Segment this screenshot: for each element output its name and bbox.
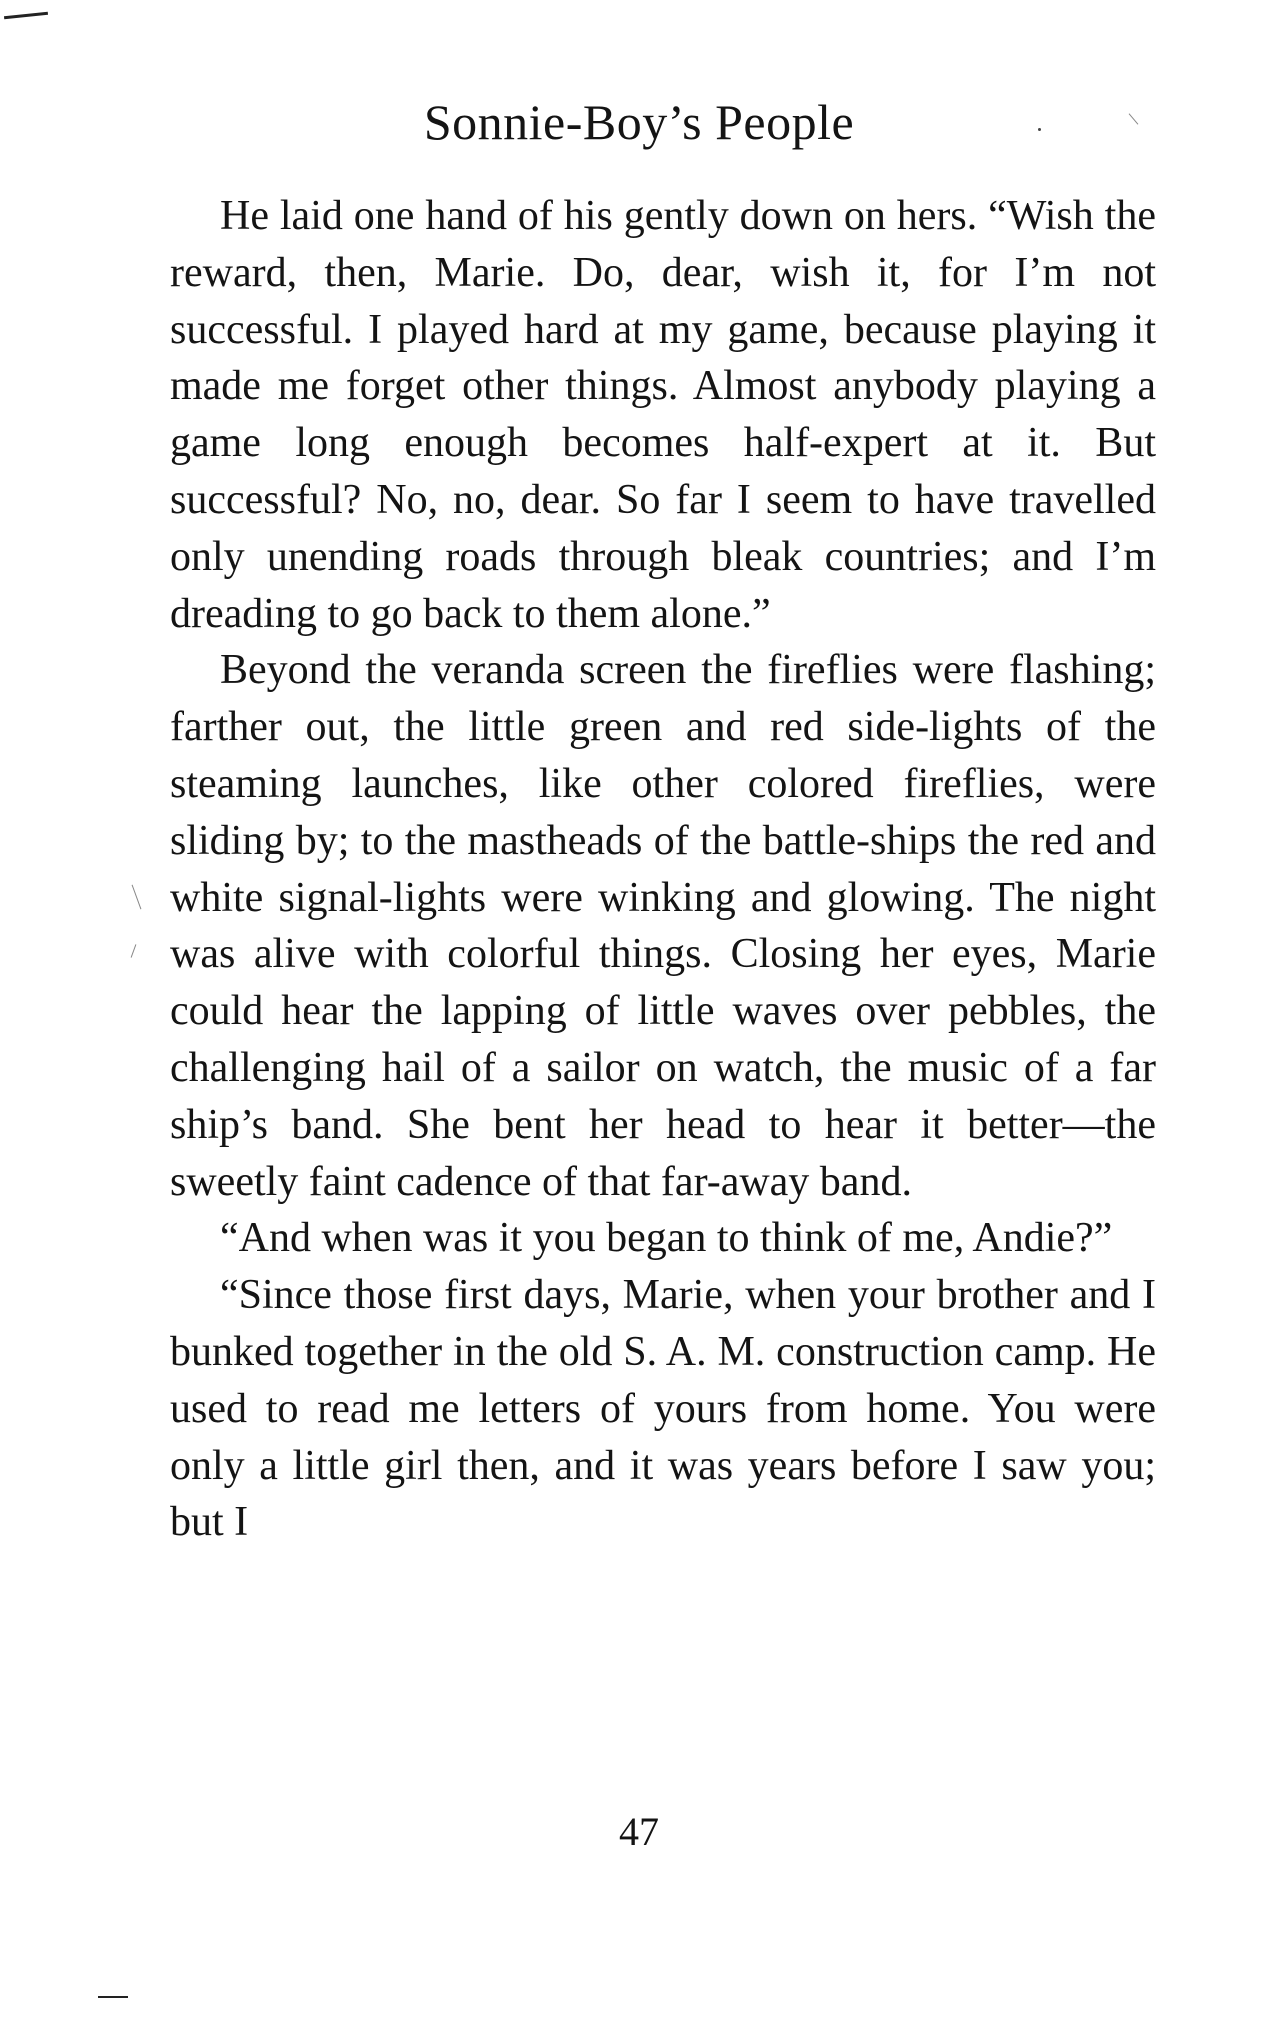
running-head: Sonnie-Boy’s People [423, 94, 855, 150]
scan-mark [131, 944, 137, 957]
paragraph: “And when was it you began to think of me, Andie?” [220, 1215, 1113, 1262]
scan-mark [132, 885, 142, 910]
page-number: 47 [619, 1809, 659, 1854]
paragraph: He laid one hand of his gently down on hers. “Wish the reward, then, Marie. Do, dear, wish it, for I’m not successful. I played hard at my game, because playing it made me forget other things. Almost anybody playing a game long enough becomes half-expert at it. But successful? No, no, dear. So far I seem to have travelled only unending roads through bleak countries; and I’m dreading to go back to them alone.” [170, 193, 1156, 637]
body-text [170, 188, 1156, 1551]
scan-mark [4, 12, 48, 20]
paragraph: Beyond the veranda screen the fireflies were flashing; farther out, the little green and red side-lights of the steaming launches, like other colored fireflies, were sliding by; to the mastheads of the battle-ships the red and white signal-lights were winking and glowing. The night was alive with colorful things. Closing her eyes, Marie could hear the lapping of little waves over pebbles, the challenging hail of a sailor on watch, the music of a far ship’s band. She bent her head to hear it better—the sweetly faint cadence of that far-away band. [170, 647, 1156, 1205]
scan-mark [98, 1996, 128, 1998]
paragraph: “Since those first days, Marie, when your brother and I bunked together in the old S. A. M. construction camp. He used to read me letters of yours from home. You were only a little girl then, and it was years before I saw you; but I [170, 1272, 1156, 1546]
